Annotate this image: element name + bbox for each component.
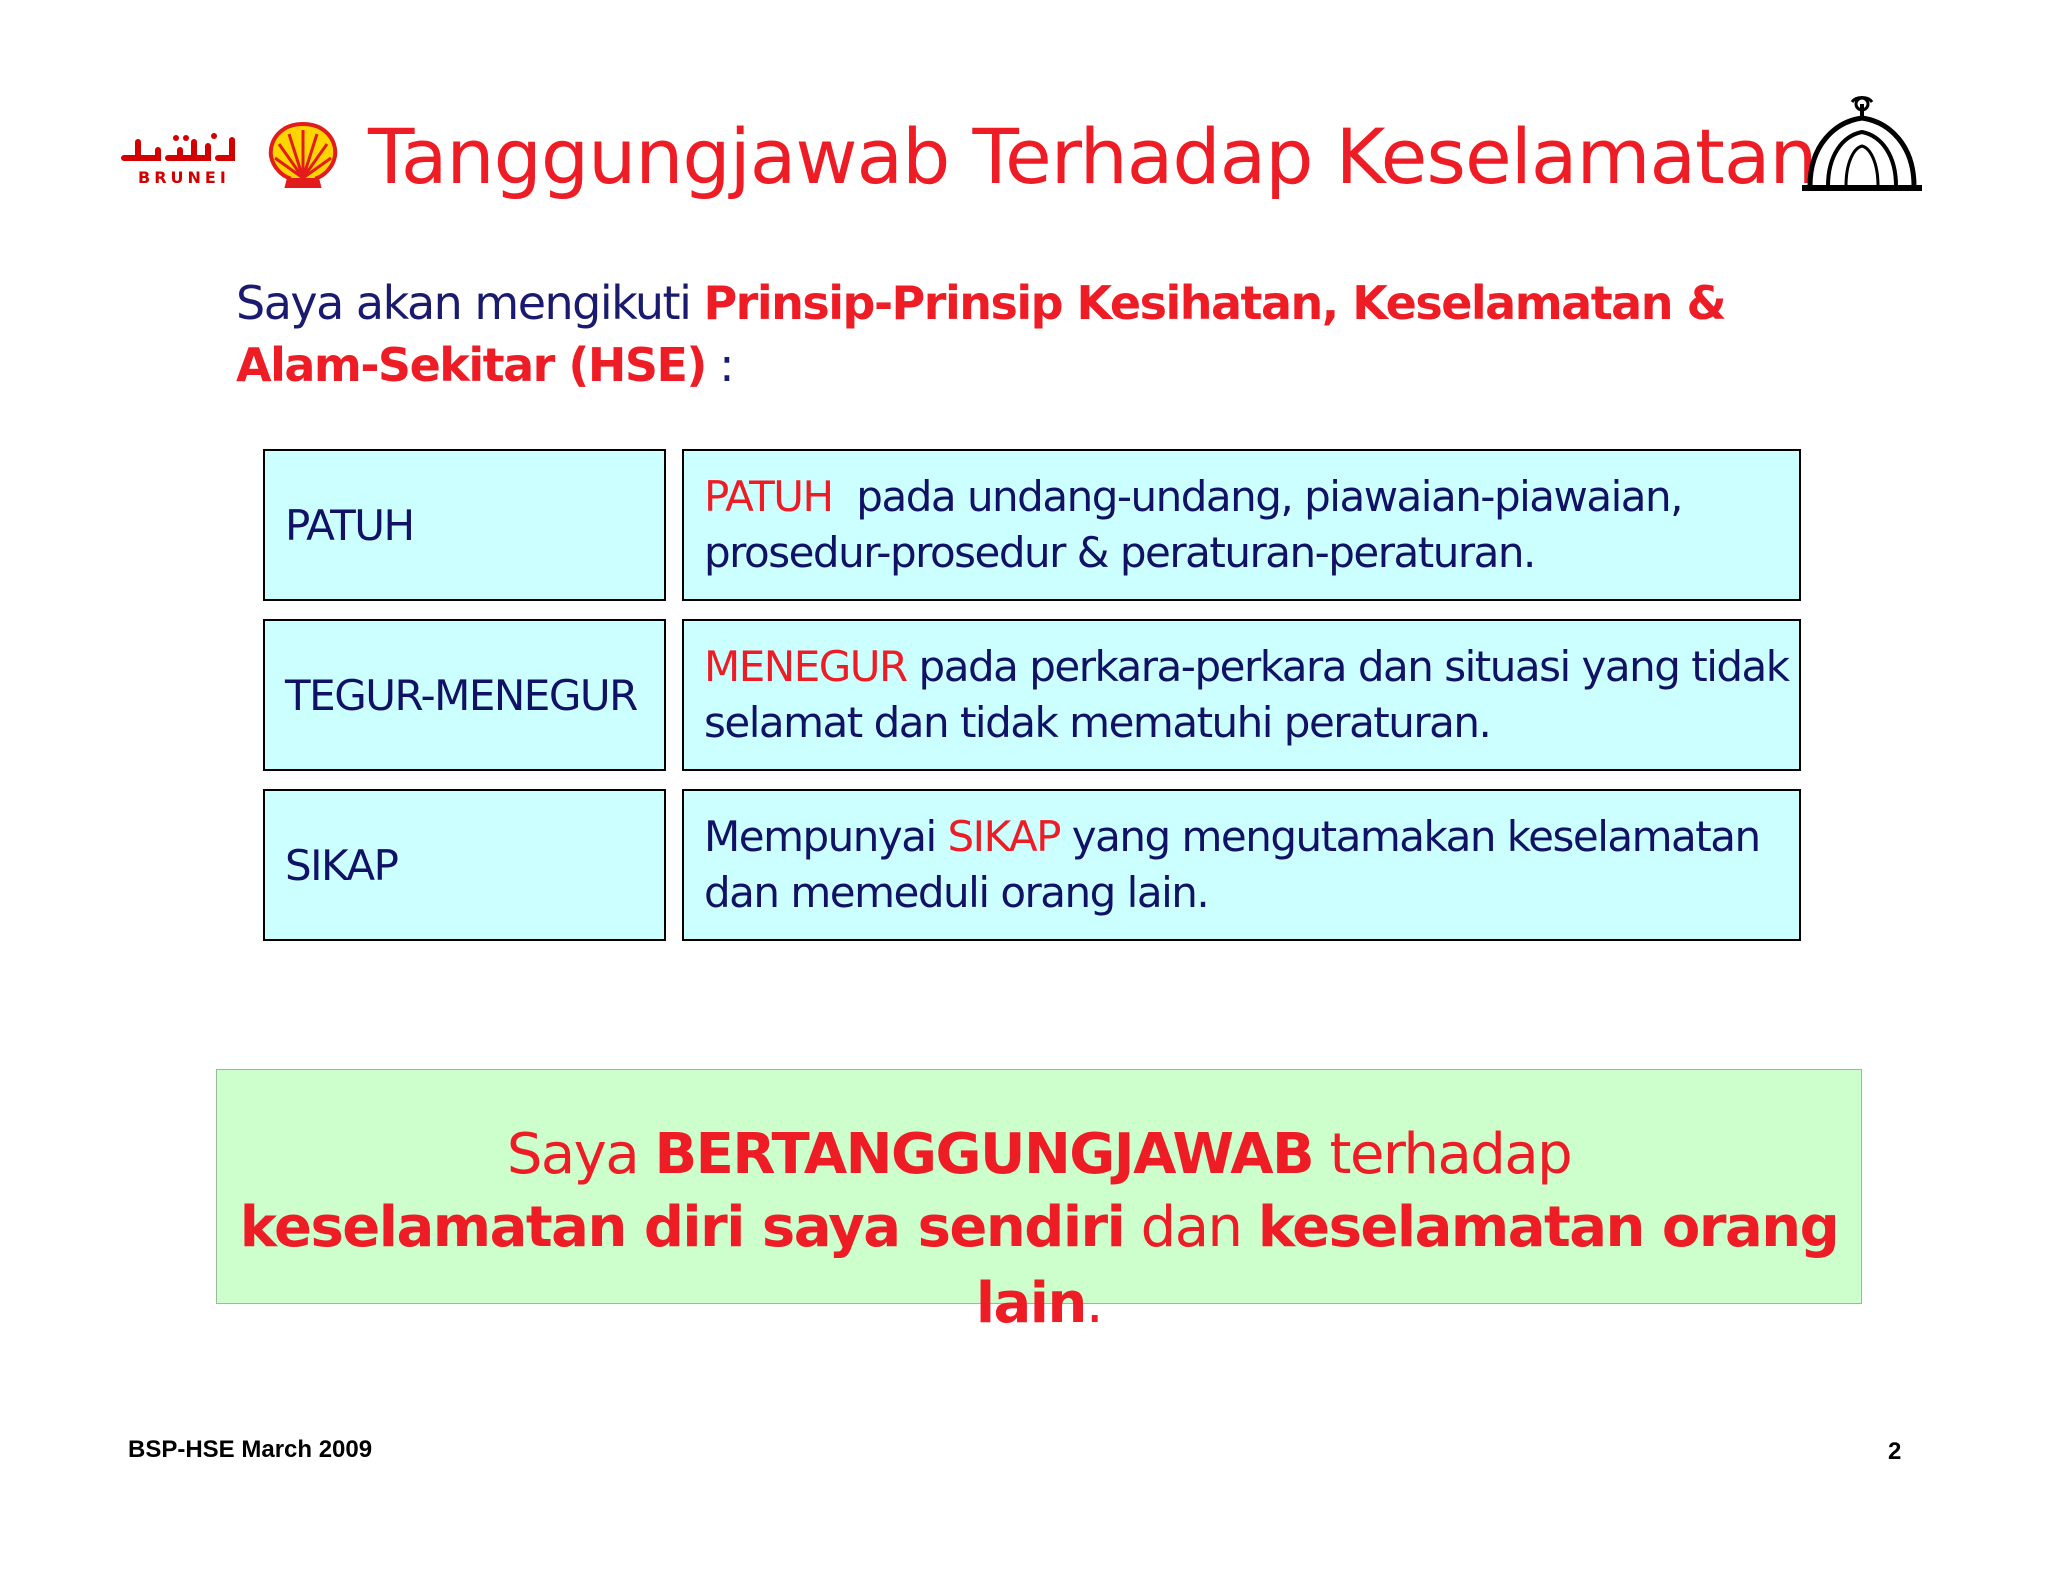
desc-post: yang mengutamakan keselamatan dan memeduli orang lain. — [704, 812, 1760, 917]
hse-principles-highlight: Prinsip-Prinsip Kesihatan, Keselamatan & Alam-Sekitar (HSE) — [236, 276, 1726, 392]
principle-description — [682, 619, 1801, 771]
pledge-emphasis: keselamatan diri saya sendiri — [239, 1195, 1125, 1260]
desc-keyword: SIKAP — [947, 812, 1060, 861]
pledge-text: Saya — [506, 1122, 655, 1187]
pledge-line-2 — [217, 1190, 1861, 1342]
pledge-emphasis: keselamatan orang lain — [975, 1195, 1839, 1336]
page-number: 2 — [1888, 1438, 1902, 1465]
footer-source: BSP-HSE March 2009 — [128, 1436, 373, 1463]
shell-icon — [265, 120, 341, 190]
pledge-emphasis: BERTANGGUNGJAWAB — [654, 1122, 1314, 1187]
intro-lead: Saya akan mengikuti — [236, 276, 704, 330]
brunei-logo — [118, 128, 238, 190]
principle-row-sikap — [263, 789, 1801, 945]
principle-key: TEGUR-MENEGUR — [263, 619, 666, 771]
page-title: Tanggungjawab Terhadap Keselamatan — [368, 112, 1817, 201]
brunei-arabic-script-icon — [118, 128, 238, 168]
pledge-text: dan — [1124, 1195, 1258, 1260]
desc-post: pada undang-undang, piawaian-piawaian, prosedur-prosedur & peraturan-peraturan. — [704, 472, 1694, 577]
pledge-text: terhadap — [1313, 1122, 1572, 1187]
principle-key: PATUH — [263, 449, 666, 601]
pledge-text: . — [1085, 1271, 1103, 1336]
brunei-logo-word: BRUNEI — [138, 168, 230, 187]
principle-row-patuh — [263, 449, 1801, 605]
principle-description — [682, 789, 1801, 941]
desc-keyword: MENEGUR — [704, 642, 907, 691]
pledge-line-1 — [217, 1120, 1861, 1190]
dome-emblem-icon — [1798, 96, 1926, 194]
desc-keyword: PATUH — [704, 472, 833, 521]
intro-statement — [236, 272, 1816, 396]
desc-pre: Mempunyai — [704, 812, 948, 861]
responsibility-pledge — [216, 1069, 1862, 1336]
principle-description — [682, 449, 1801, 601]
principle-row-tegur-menegur — [263, 619, 1801, 775]
desc-post: pada perkara-perkara dan situasi yang tidak selamat dan tidak mematuhi peraturan. — [704, 642, 1789, 747]
intro-tail: : — [705, 338, 734, 392]
principle-key: SIKAP — [263, 789, 666, 941]
